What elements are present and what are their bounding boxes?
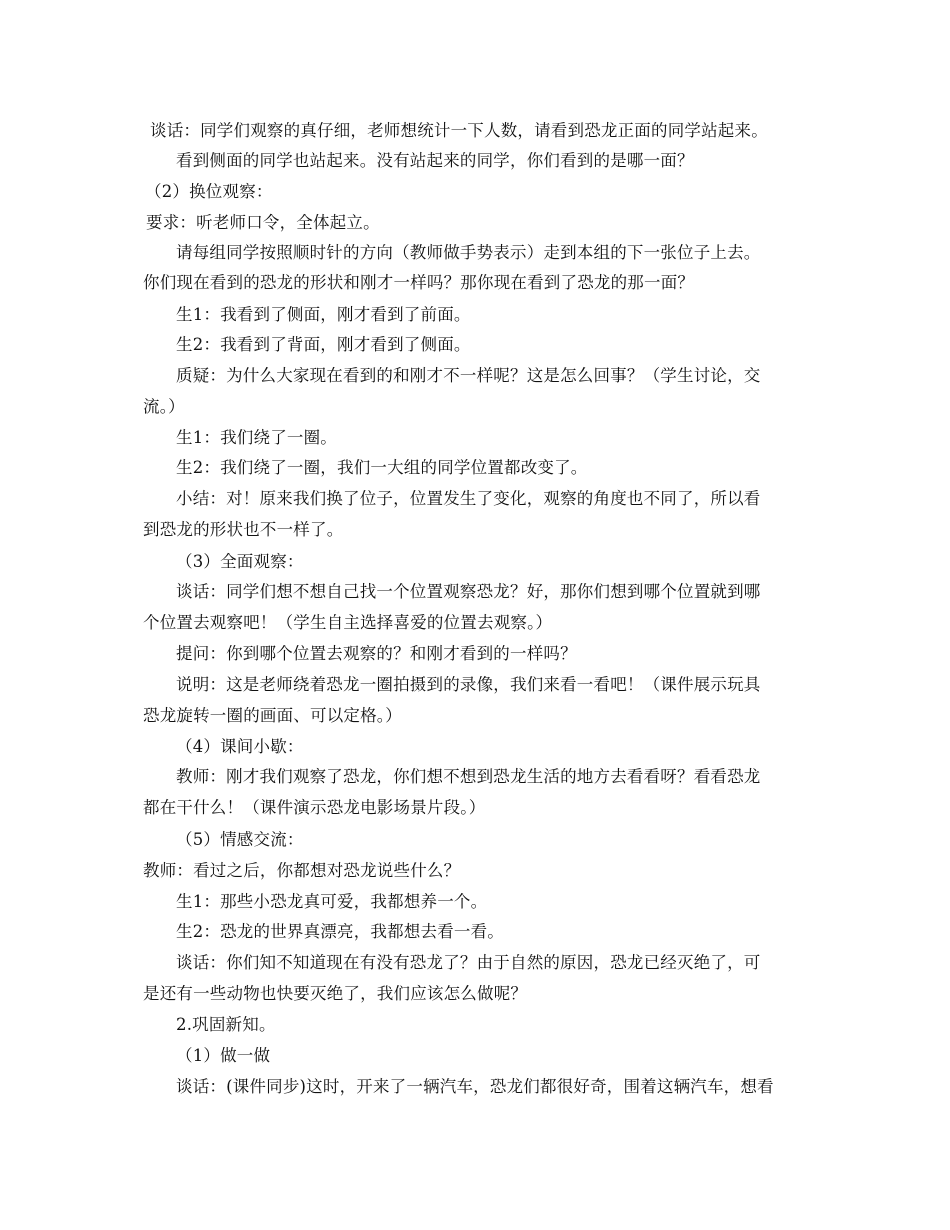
text-line: 生1：我看到了侧面，刚才看到了前面。 bbox=[176, 305, 471, 324]
text-line: 生1：那些小恐龙真可爱，我都想养一个。 bbox=[176, 892, 488, 911]
text-line: 教师：看过之后，你都想对恐龙说些什么？ bbox=[143, 861, 461, 880]
text-line: （4）课间小歇： bbox=[176, 737, 304, 756]
text-line: 你们现在看到的恐龙的形状和刚才一样吗？那你现在看到了恐龙的那一面？ bbox=[143, 273, 695, 292]
text-line: 流。） bbox=[143, 397, 185, 416]
text-line: 要求：听老师口令，全体起立。 bbox=[146, 213, 380, 232]
text-line: 是还有一些动物也快要灭绝了，我们应该怎么做呢？ bbox=[143, 984, 528, 1003]
text-line: 谈话：(课件同步)这时，开来了一辆汽车，恐龙们都很好奇，围着这辆汽车，想看 bbox=[176, 1077, 774, 1096]
text-line: 生1：我们绕了一圈。 bbox=[176, 428, 337, 447]
text-line: 提问：你到哪个位置去观察的？和刚才看到的一样吗？ bbox=[176, 644, 577, 663]
text-line: 谈话：同学们观察的真仔细，老师想统计一下人数，请看到恐龙正面的同学站起来。 bbox=[150, 121, 768, 140]
text-line: 2.巩固新知。 bbox=[176, 1015, 276, 1034]
text-line: （1）做一做 bbox=[176, 1046, 271, 1065]
text-line: 说明：这是老师绕着恐龙一圈拍摄到的录像，我们来看一看吧！（课件展示玩具 bbox=[176, 675, 761, 694]
text-line: 个位置去观察吧！（学生自主选择喜爱的位置去观察。） bbox=[143, 613, 553, 632]
text-line: （2）换位观察： bbox=[145, 182, 273, 201]
text-line: 都在干什么！（课件演示恐龙电影场景片段。） bbox=[143, 798, 486, 817]
text-line: 质疑：为什么大家现在看到的和刚才不一样呢？这是怎么回事？（学生讨论，交 bbox=[176, 366, 761, 385]
text-line: 看到侧面的同学也站起来。没有站起来的同学，你们看到的是哪一面？ bbox=[176, 151, 694, 170]
text-line: 到恐龙的形状也不一样了。 bbox=[143, 520, 344, 539]
text-line: 教师：刚才我们观察了恐龙，你们想不想到恐龙生活的地方去看看呀？看看恐龙 bbox=[176, 767, 761, 786]
text-line: 生2：恐龙的世界真漂亮，我都想去看一看。 bbox=[176, 922, 504, 941]
text-line: 生2：我看到了背面，刚才看到了侧面。 bbox=[176, 335, 471, 354]
text-line: 恐龙旋转一圈的画面、可以定格。） bbox=[143, 706, 402, 725]
text-line: 小结：对！原来我们换了位子，位置发生了变化，观察的角度也不同了，所以看 bbox=[176, 489, 761, 508]
text-line: 谈话：你们知不知道现在有没有恐龙了？由于自然的原因，恐龙已经灭绝了，可 bbox=[176, 953, 761, 972]
text-line: 谈话：同学们想不想自己找一个位置观察恐龙？好，那你们想到哪个位置就到哪 bbox=[176, 582, 761, 601]
text-line: 生2：我们绕了一圈，我们一大组的同学位置都改变了。 bbox=[176, 458, 588, 477]
text-line: （3）全面观察： bbox=[176, 552, 304, 571]
text-line: 请每组同学按照顺时针的方向（教师做手势表示）走到本组的下一张位子上去。 bbox=[176, 243, 761, 262]
text-line: （5）情感交流： bbox=[176, 830, 304, 849]
